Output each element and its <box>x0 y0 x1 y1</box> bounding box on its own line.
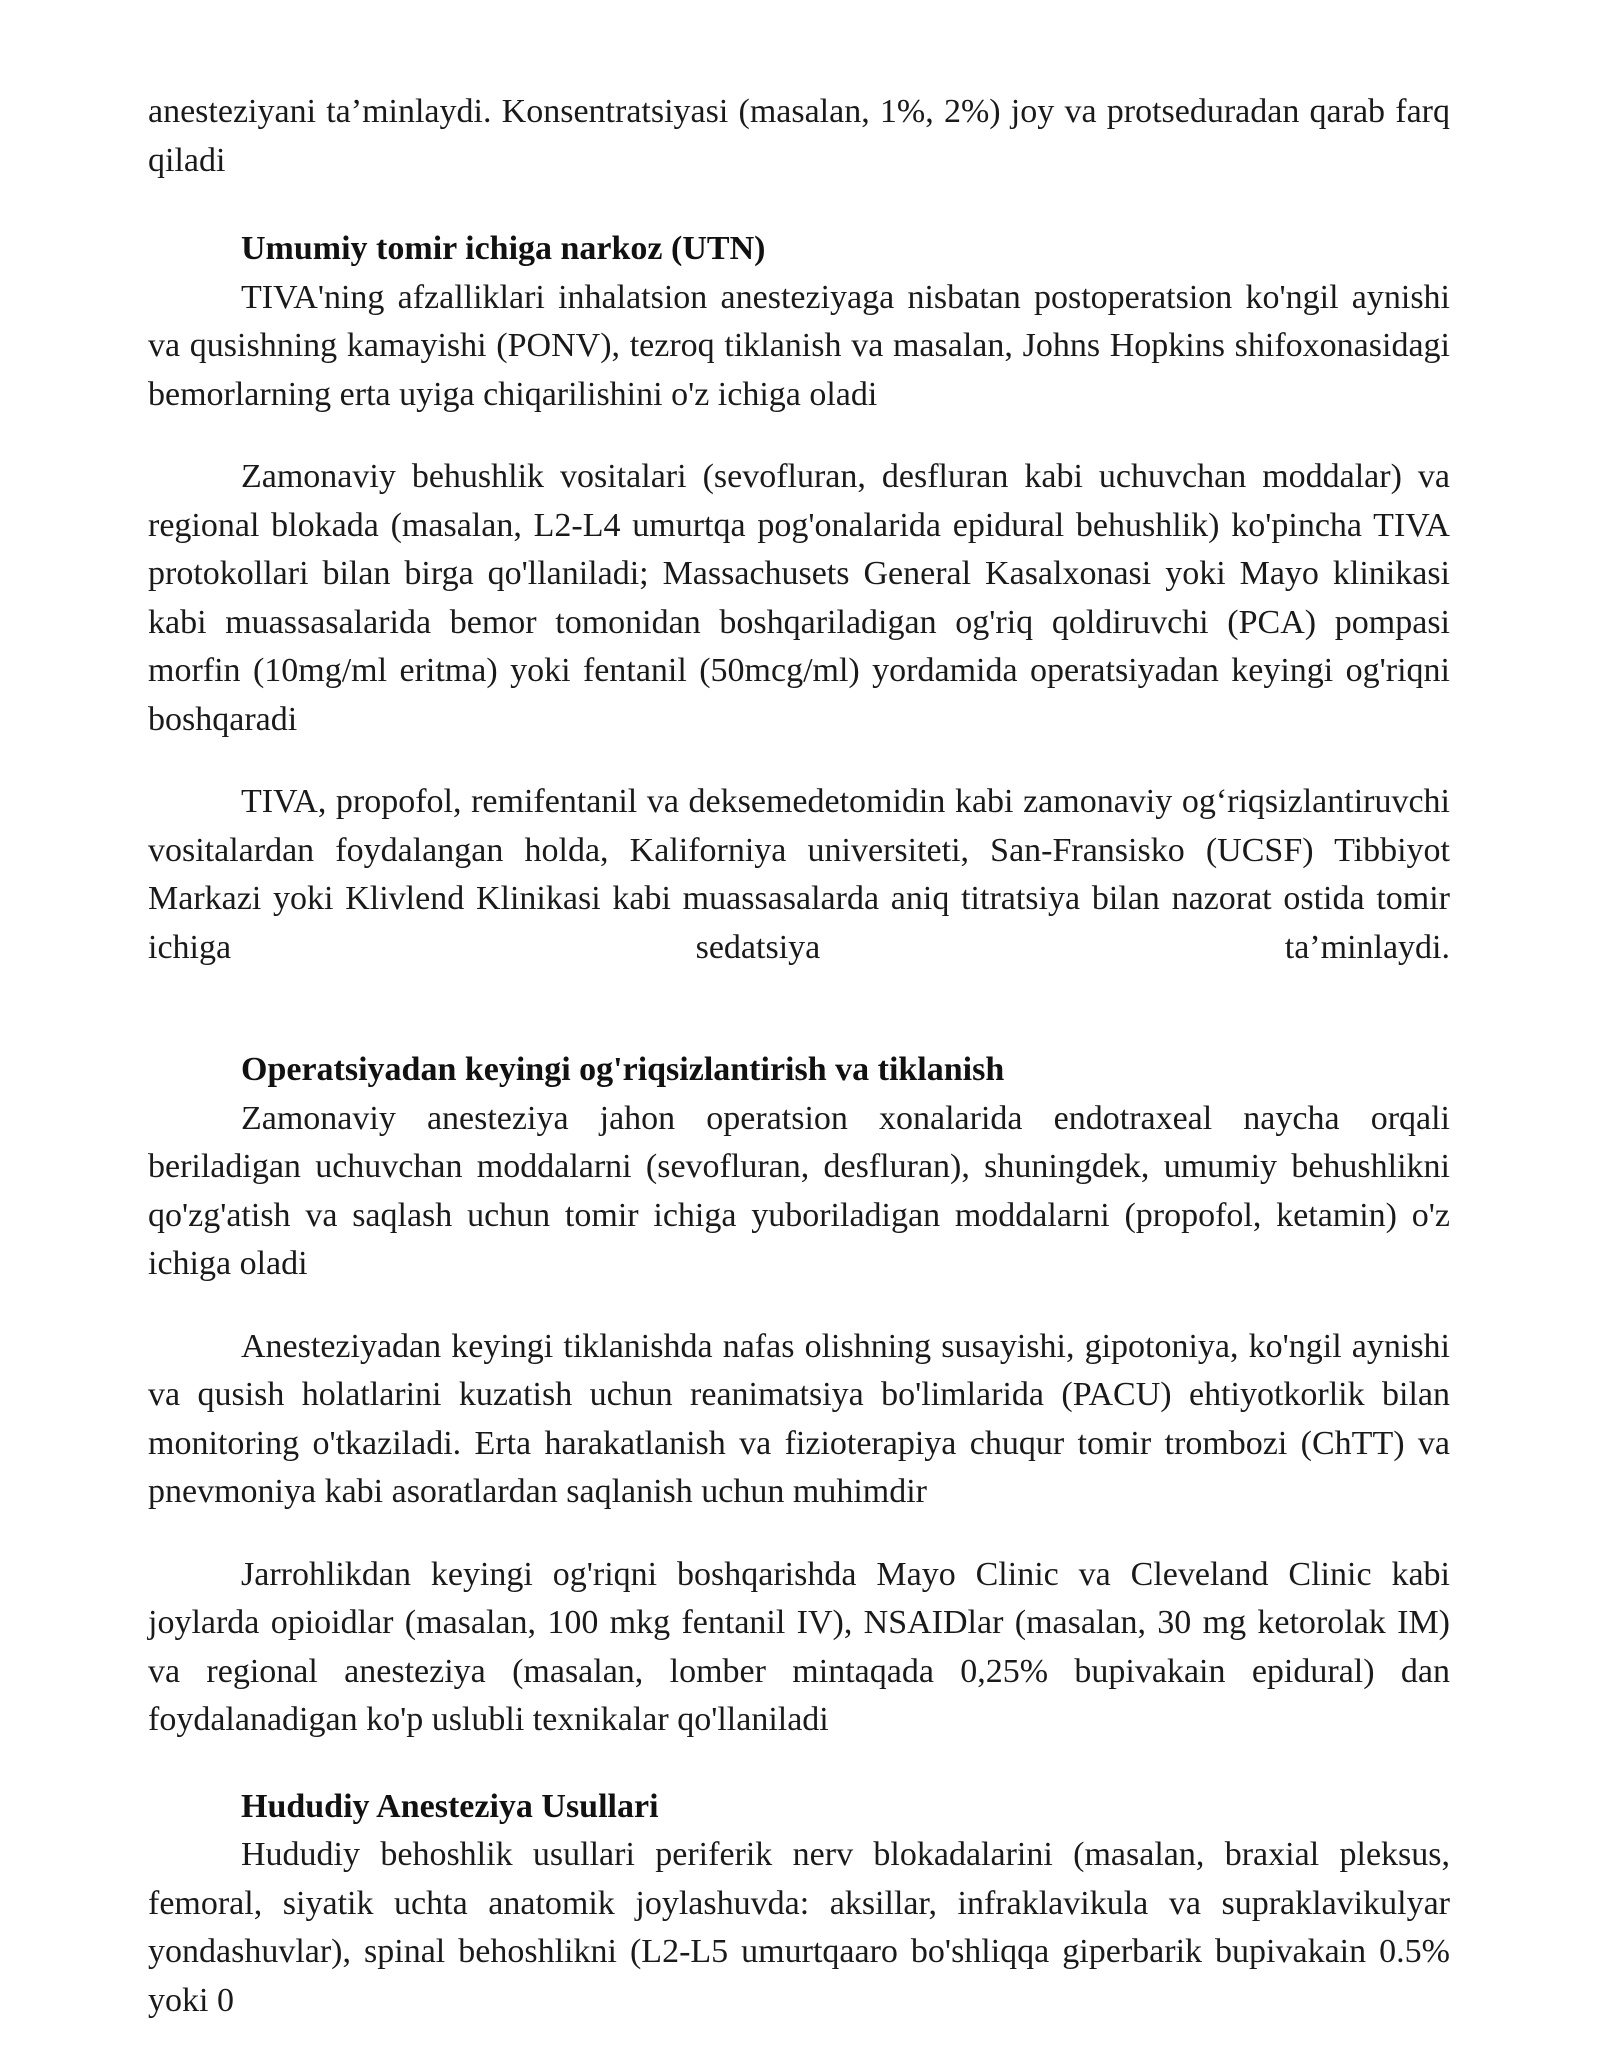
document-page <box>148 88 1450 2025</box>
paragraph: TIVA, propofol, remifentanil va deksemedetomidin kabi zamonaviy og‘riqsizlantiruvchi vositalardan foydalangan holda, Kaliforniya universiteti, San-Fransisko (UCSF) Tibbiyot Markazi yoki Klivlend Klinikasi kabi muassasalarda aniq titratsiya bilan nazorat ostida tomir ichiga sedatsiya ta’minlaydi. <box>148 783 1450 966</box>
section-heading-utn: Umumiy tomir ichiga narkoz (UTN) <box>241 230 766 267</box>
section-heading-regional: Hududiy Anesteziya Usullari <box>241 1787 659 1825</box>
paragraph: Zamonaviy anesteziya jahon operatsion xonalarida endotraxeal naycha orqali beriladigan uchuvchan moddalarni (sevofluran, desfluran), shuningdek, umumiy behushlikni qo'zg'atish va saqlash uchun tomir ichiga yuboriladigan moddalarni (propofol, ketamin) o'z ichiga oladi <box>148 1099 1450 1282</box>
paragraph: Hududiy behoshlik usullari periferik nerv blokadalarini (masalan, braxial pleksus, femoral, siyatik uchta anatomik joylashuvda: aksillar, infraklavikula va supraklavikulyar yondashuvlar), spinal behoshlikni (L2-L5 umurtqaaro bo'shliqqa giperbarik bupivakain 0.5% yoki 0 <box>148 1836 1450 2019</box>
section-heading-postoperative: Operatsiyadan keyingi og'riqsizlantirish va tiklanish <box>241 1051 1005 1088</box>
paragraph: Anesteziyadan keyingi tiklanishda nafas olishning susayishi, gipotoniya, ko'ngil aynishi va qusish holatlarini kuzatish uchun reanimatsiya bo'limlarida (PACU) ehtiyotkorlik bilan monitoring o'tkaziladi. Erta harakatlanish va fizioterapiya chuqur tomir trombozi (ChTT) va pnevmoniya kabi asoratlardan saqlanish uchun muhimdir <box>148 1327 1450 1510</box>
paragraph: TIVA'ning afzalliklari inhalatsion anesteziyaga nisbatan postoperatsion ko'ngil aynishi va qusishning kamayishi (PONV), tezroq tiklanish va masalan, Johns Hopkins shifoxonasidagi bemorlarning erta uyiga chiqarilishini o'z ichiga oladi <box>148 278 1450 413</box>
intro-paragraph: anesteziyani ta’minlaydi. Konsentratsiyasi (masalan, 1%, 2%) joy va protseduradan qarab farq qiladi <box>148 93 1450 179</box>
paragraph: Jarrohlikdan keyingi og'riqni boshqarishda Mayo Clinic va Cleveland Clinic kabi joylarda opioidlar (masalan, 100 mkg fentanil IV), NSAIDlar (masalan, 30 mg ketorolak IM) va regional anesteziya (masalan, lomber mintaqada 0,25% bupivakain epidural) dan foydalanadigan ko'p uslubli texnikalar qo'llaniladi <box>148 1555 1450 1738</box>
paragraph: Zamonaviy behushlik vositalari (sevofluran, desfluran kabi uchuvchan moddalar) va regional blokada (masalan, L2-L4 umurtqa pog'onalarida epidural behushlik) ko'pincha TIVA protokollari bilan birga qo'llaniladi; Massachusets General Kasalxonasi yoki Mayo klinikasi kabi muassasalarida bemor tomonidan boshqariladigan og'riq qoldiruvchi (PCA) pompasi morfin (10mg/ml eritma) yoki fentanil (50mcg/ml) yordamida operatsiyadan keyingi og'riqni boshqaradi <box>148 458 1450 738</box>
